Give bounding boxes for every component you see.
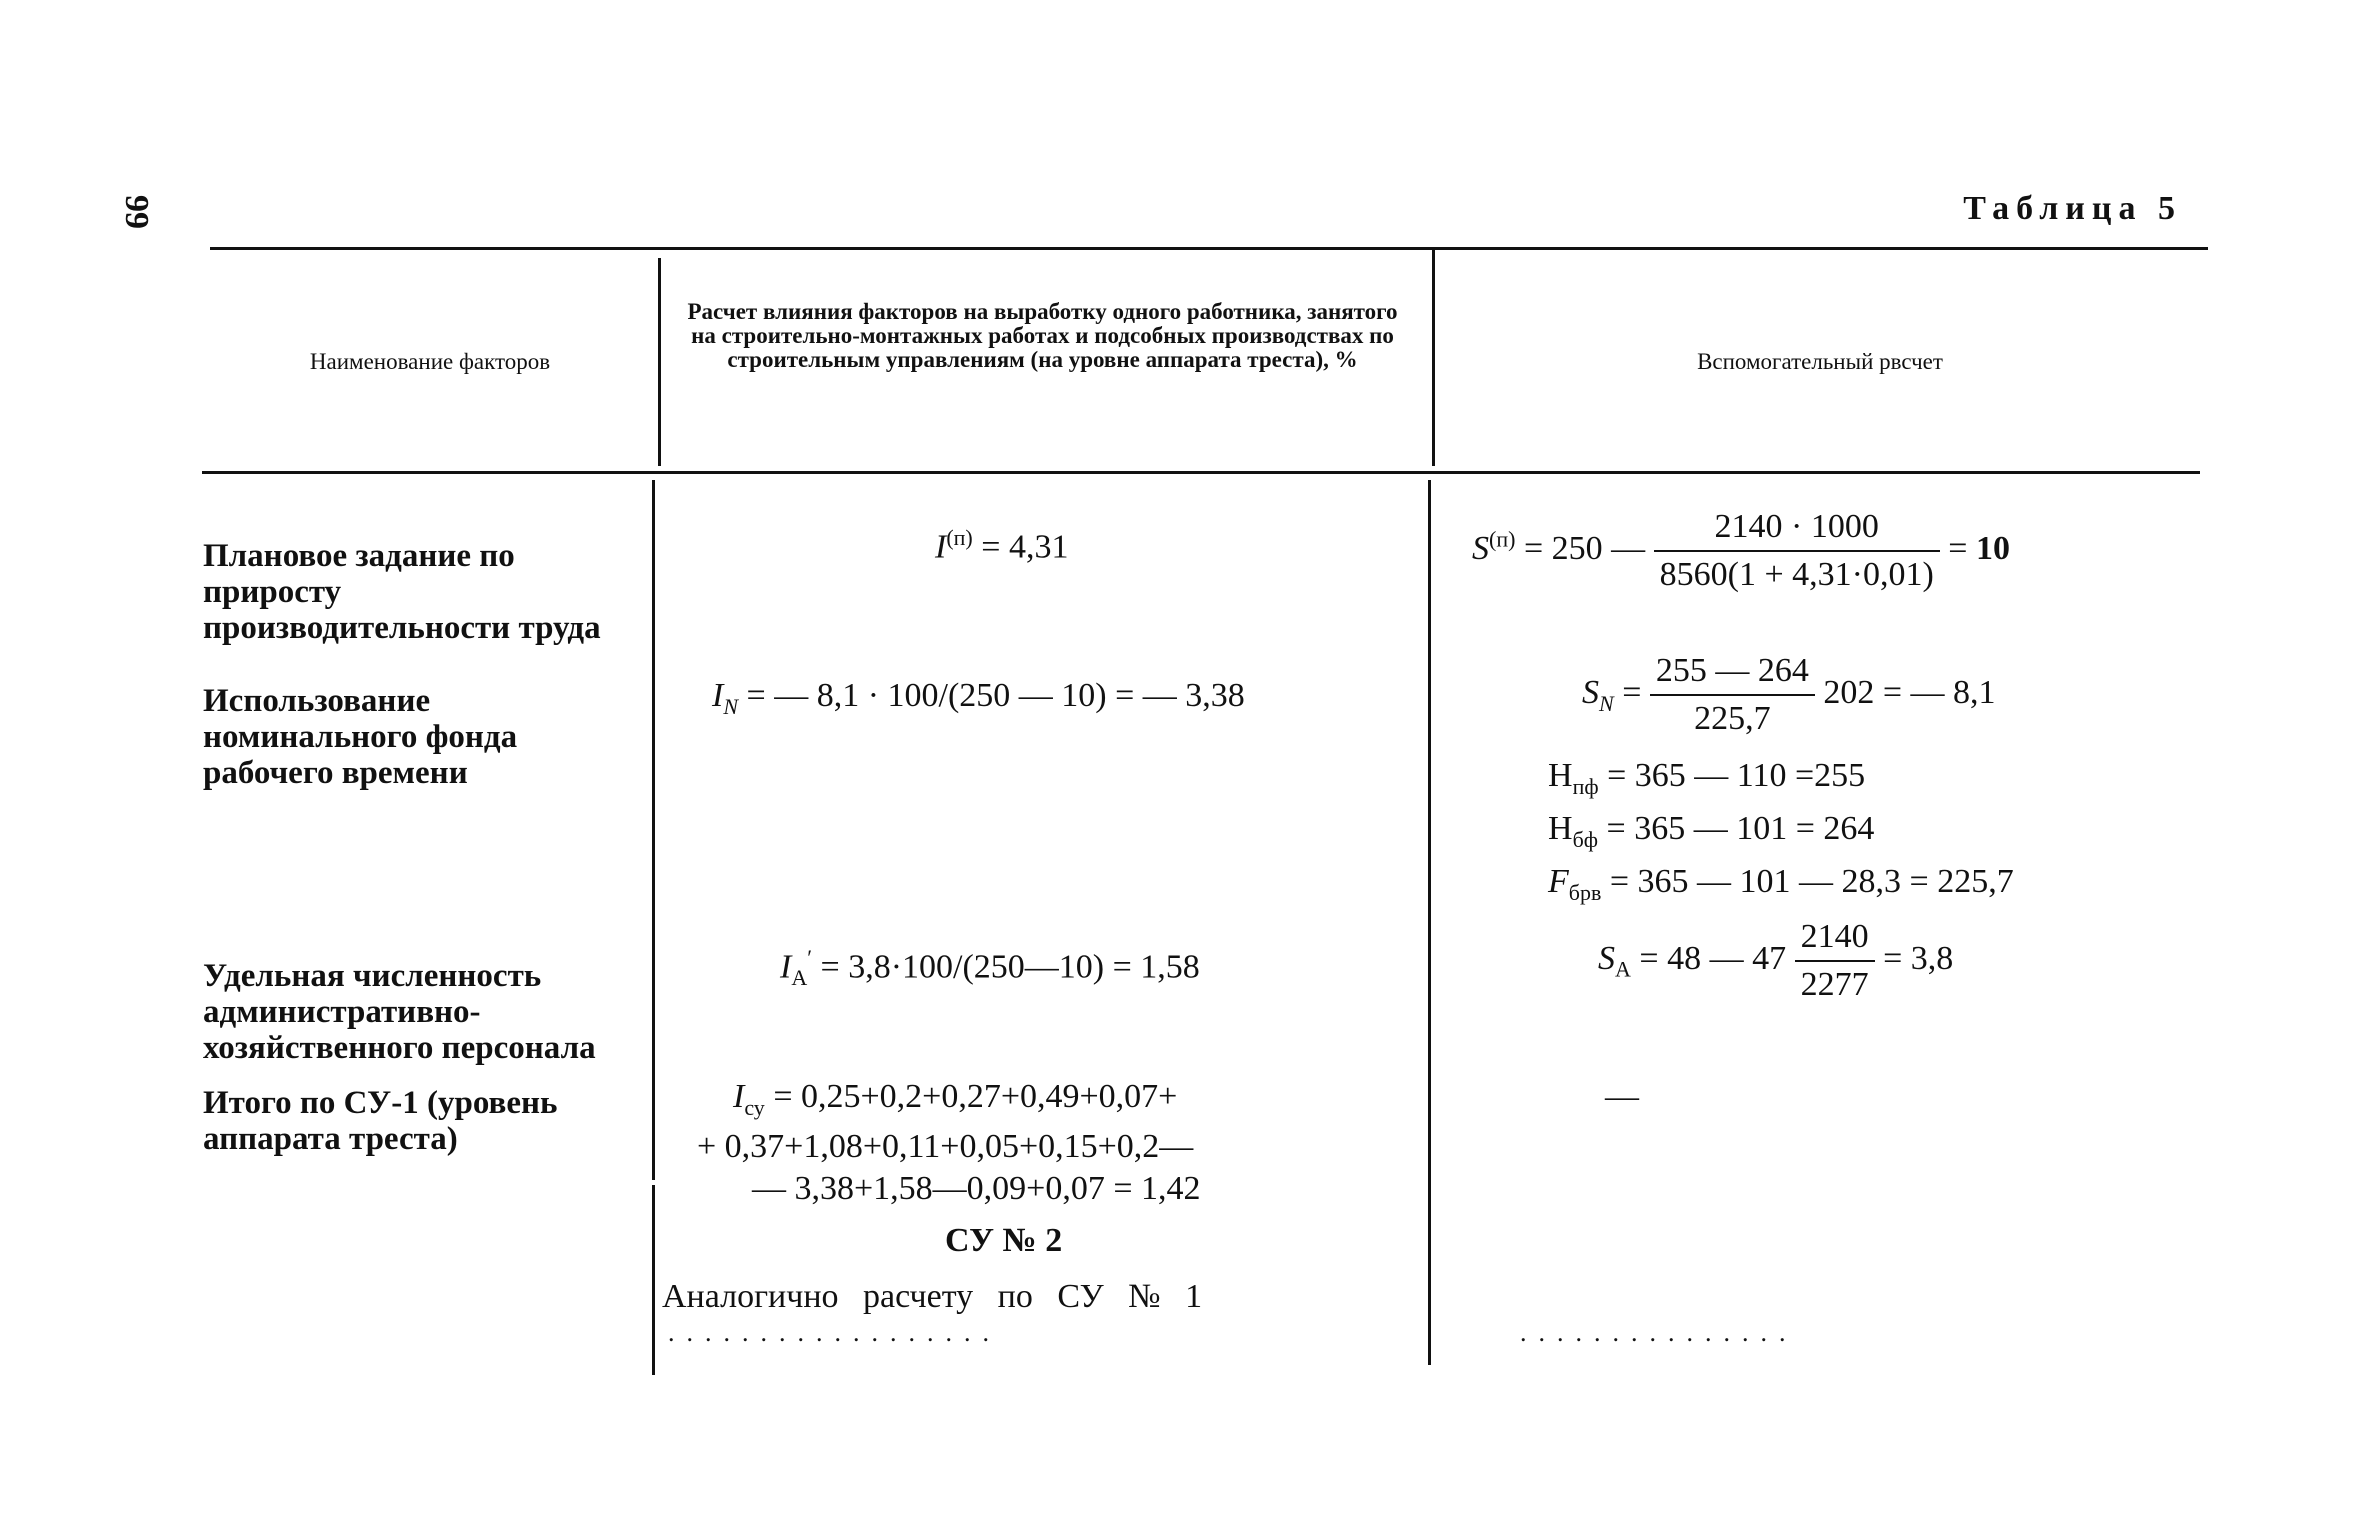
- aux-plan-target: $S^{(п)} = 250$ — $\frac{2140 \cdot 1000}{8560(1 + 4,31\cdot 0,01)}$ = 10: [1472, 508, 2010, 593]
- aux-f-brv-expr: = 365 — 101 — 28,3 = 225,7: [1609, 863, 2014, 900]
- section2-title: СУ № 2: [945, 1222, 1063, 1259]
- calc-nominal-fund-expr: — 8,1 · 100/(250 — 10) = — 3,38: [774, 677, 1245, 714]
- section2-dots: ..................: [668, 1318, 1001, 1347]
- aux-nominal-fund-numerator: 255 — 264: [1655, 652, 1809, 689]
- aux-admin-staff-lhs: = 48 — 47: [1639, 939, 1787, 977]
- aux-nominal-fund-denominator: 225,7: [1650, 694, 1815, 738]
- table-label: Таблица 5: [1963, 190, 2182, 227]
- aux-h-pf-expr: = 365 — 110 =255: [1607, 757, 1866, 794]
- header-divider-right: [1432, 250, 1435, 466]
- calc-total-line2: + 0,37+1,08+0,11+0,05+0,15+0,2—: [697, 1128, 1194, 1165]
- aux-admin-staff: $S_А = 48$ — 47 $\frac{2140}{2277}$ = 3,8: [1598, 918, 1954, 1003]
- header-auxiliary: Вспомогательный рвсчет: [1697, 349, 1943, 374]
- aux-total-dash: —: [1605, 1078, 1639, 1115]
- header-factor-name: Наименование факторов: [309, 349, 551, 374]
- aux-nominal-fund: $S_N$ = $\frac{255 — 264}{225,7}$ 202 = — 8,1: [1582, 652, 1996, 737]
- calc-plan-target-value: 4,31: [1008, 528, 1069, 566]
- aux-plan-target-fraction: [1654, 508, 1940, 594]
- factor-nominal-fund: Использование номинального фонда рабочего времени: [203, 683, 518, 791]
- factor-plan-target: Плановое задание по приросту производительности труда: [203, 538, 601, 646]
- aux-h-bf: $Н_{бф} = 365$ — 101 = 264: [1548, 810, 1875, 852]
- factor-admin-staff: Удельная численность административно-хозяйственного персонала: [203, 958, 596, 1066]
- table-top-rule: [210, 247, 2208, 250]
- aux-plan-target-result: 10: [1975, 529, 2010, 567]
- aux-admin-staff-fraction: [1795, 918, 1875, 1004]
- header-calculation: Расчет влияния факторов на выработку одного работника, занятого на строительно-монтажных работах и подсобных производствах по строительным управлениям (на уровне аппарата треста), %: [687, 299, 1398, 373]
- body-divider-left-lower: [652, 1185, 655, 1375]
- aux-plan-target-numerator: 2140 · 1000: [1714, 508, 1879, 545]
- header-bottom-rule: [202, 471, 2200, 474]
- aux-nominal-fund-tail: 202 = — 8,1: [1823, 673, 1996, 711]
- section2-dots-aux: ...............: [1520, 1318, 1798, 1347]
- aux-f-brv: $F_{брв} = 365$ — 101 — 28,3 = 225,7: [1548, 863, 2014, 905]
- calc-total-line1: $I_{су} = 0,25+0,2+0,27+0,49+0,07+$: [733, 1078, 1178, 1120]
- aux-h-pf: $Н_{пф} = 365$ — 110 =255: [1548, 757, 1866, 799]
- aux-plan-target-denominator: 8560(1 + 4,31·0,01): [1654, 550, 1940, 594]
- header-divider-left: [658, 258, 661, 466]
- aux-admin-staff-result: = 3,8: [1883, 939, 1954, 977]
- calc-plan-target: $I^{(п)} = 4,31$: [935, 525, 1069, 566]
- aux-h-bf-expr: = 365 — 101 = 264: [1606, 810, 1875, 847]
- factor-total-su1: Итого по СУ-1 (уровень аппарата треста): [203, 1085, 558, 1157]
- calc-total-line1-text: = 0,25+0,2+0,27+0,49+0,07+: [773, 1078, 1178, 1115]
- body-divider-left: [652, 480, 655, 1180]
- calc-admin-staff: $I_А'$ = 3,8·100/(250—10) = 1,58: [780, 945, 1200, 991]
- calc-admin-staff-expr: = 3,8·100/(250—10) = 1,58: [820, 948, 1200, 986]
- calc-total-line3: — 3,38+1,58—0,09+0,07 = 1,42: [752, 1170, 1201, 1207]
- aux-plan-target-base: 250: [1551, 529, 1603, 567]
- calc-nominal-fund: $I_N$ = — 8,1 · 100/(250 — 10) = — 3,38: [712, 677, 1245, 719]
- page-number: 99: [118, 195, 155, 229]
- aux-admin-staff-numerator: 2140: [1800, 918, 1869, 955]
- section2-text: Аналогично расчету по СУ № 1: [662, 1278, 1203, 1315]
- body-divider-right: [1428, 480, 1431, 1365]
- aux-nominal-fund-fraction: [1650, 652, 1815, 738]
- aux-admin-staff-denominator: 2277: [1795, 960, 1875, 1004]
